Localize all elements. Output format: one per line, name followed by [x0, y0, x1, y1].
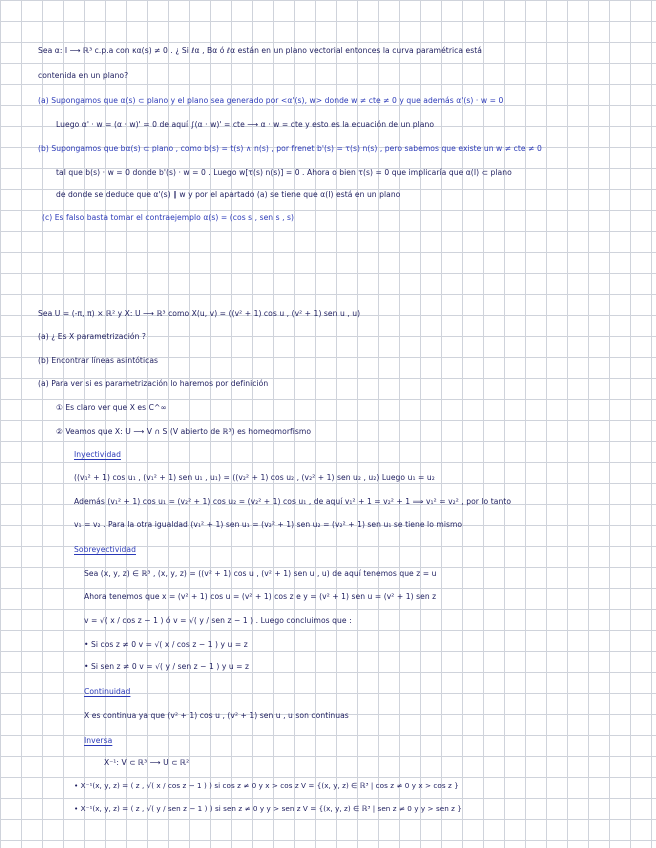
- q1-line-2: contenida en un plano?: [38, 71, 129, 80]
- surjectivity-heading: Sobreyectividad: [74, 545, 136, 554]
- injectivity-heading: Inyectividad: [74, 450, 121, 459]
- inverse-line-1: X⁻¹: V ⊂ ℝ³ ⟶ U ⊂ ℝ²: [104, 758, 190, 767]
- answer-c-line-1: (c) Es falso basta tomar el contraejemplo α(s) = (cos s , sen s , s): [42, 213, 295, 222]
- injectivity-line-1: ((v₁² + 1) cos u₁ , (v₁² + 1) sen u₁ , u₁) = ((v₂² + 1) cos u₂ , (v₂² + 1) sen u₂ , u₂) Luego u₁ = u₂: [74, 473, 435, 482]
- answer-a-line-1: (a) Supongamos que α(s) ⊂ plano y el plano sea generado por <α'(s), w> donde w ≠ cte ≠ 0 y que además α'(s) · w = 0: [38, 96, 504, 105]
- step-1: ① Es claro ver que X es C^∞: [56, 403, 167, 412]
- surjectivity-case-sen: • Si sen z ≠ 0 v = √( y / sen z − 1 ) y u = z: [84, 662, 250, 671]
- inverse-line-3: • X⁻¹(x, y, z) = ( z , √( y / sen z − 1 ) ) si sen z ≠ 0 y y > sen z V = {(x, y, z) ∈ ℝ³ | sen z ≠ 0 y y > sen z }: [74, 804, 462, 813]
- surjectivity-line-2: Ahora tenemos que x = (v² + 1) cos u = (v² + 1) cos z e y = (v² + 1) sen u = (v² + 1) sen z: [84, 592, 437, 601]
- injectivity-line-2: Además (v₁² + 1) cos u₁ = (v₂² + 1) cos u₂ = (v₂² + 1) cos u₁ , de aquí v₁² + 1 = v₂² + 1 ⟹ v₁² = v₂² , por lo tanto: [74, 497, 512, 506]
- injectivity-line-3: v₁ = v₂ . Para la otra igualdad (v₁² + 1) sen u₁ = (v₂² + 1) sen u₂ = (v₂² + 1) sen u₁ se tiene lo mismo: [74, 520, 463, 529]
- answer-b-line-3: de donde se deduce que α'(s) ∥ w y por el apartado (a) se tiene que α(I) está en un plano: [56, 190, 401, 199]
- q1-line-1: Sea α: I ⟶ ℝ³ c.p.a con κα(s) ≠ 0 . ¿ Si ℓα , Bα ó ℓα están en un plano vectorial entonces la curva paramétrica está: [38, 46, 483, 55]
- continuity-line-1: X es continua ya que (v² + 1) cos u , (v² + 1) sen u , u son continuas: [84, 711, 349, 720]
- surjectivity-line-1: Sea (x, y, z) ∈ ℝ³ , (x, y, z) = ((v² + 1) cos u , (v² + 1) sen u , u) de aquí tenemos que z = u: [84, 569, 437, 578]
- inverse-heading: Inversa: [84, 736, 113, 745]
- step-2: ② Veamos que X: U ⟶ V ∩ S (V abierto de ℝ³) es homeomorfismo: [56, 427, 312, 436]
- answer-b-line-2: tal que b(s) · w = 0 donde b'(s) · w = 0 . Luego w[τ(s) n(s)] = 0 . Ahora o bien τ(s) = 0 que implicaría que α(I) ⊂ plano: [56, 168, 512, 177]
- q2-answer-intro: (a) Para ver si es parametrización lo haremos por definición: [38, 379, 269, 388]
- q2-part-a: (a) ¿ Es X parametrización ?: [38, 332, 146, 341]
- answer-b-line-1: (b) Supongamos que bα(s) ⊂ plano , como b(s) = t(s) ∧ n(s) , por frenet b'(s) = τ(s) n(s) , pero sabemos que existe un w ≠ cte ≠ 0: [38, 144, 542, 153]
- surjectivity-line-3: v = √( x / cos z − 1 ) ó v = √( y / sen z − 1 ) . Luego concluimos que :: [84, 616, 352, 625]
- continuity-heading: Continuidad: [84, 687, 131, 696]
- surjectivity-case-cos: • Si cos z ≠ 0 v = √( x / cos z − 1 ) y u = z: [84, 640, 248, 649]
- answer-a-line-2: Luego α' · w = (α · w)' = 0 de aquí ∫(α · w)' = cte ⟶ α · w = cte y esto es la ecuación de un plano: [56, 120, 435, 129]
- inverse-line-2: • X⁻¹(x, y, z) = ( z , √( x / cos z − 1 ) ) si cos z ≠ 0 y x > cos z V = {(x, y, z) ∈ ℝ³ | cos z ≠ 0 y x > cos z }: [74, 781, 459, 790]
- q2-part-b: (b) Encontrar líneas asintóticas: [38, 356, 159, 365]
- q2-line-1: Sea U = (-π, π) × ℝ² y X: U ⟶ ℝ³ como X(u, v) = ((v² + 1) cos u , (v² + 1) sen u , u): [38, 309, 361, 318]
